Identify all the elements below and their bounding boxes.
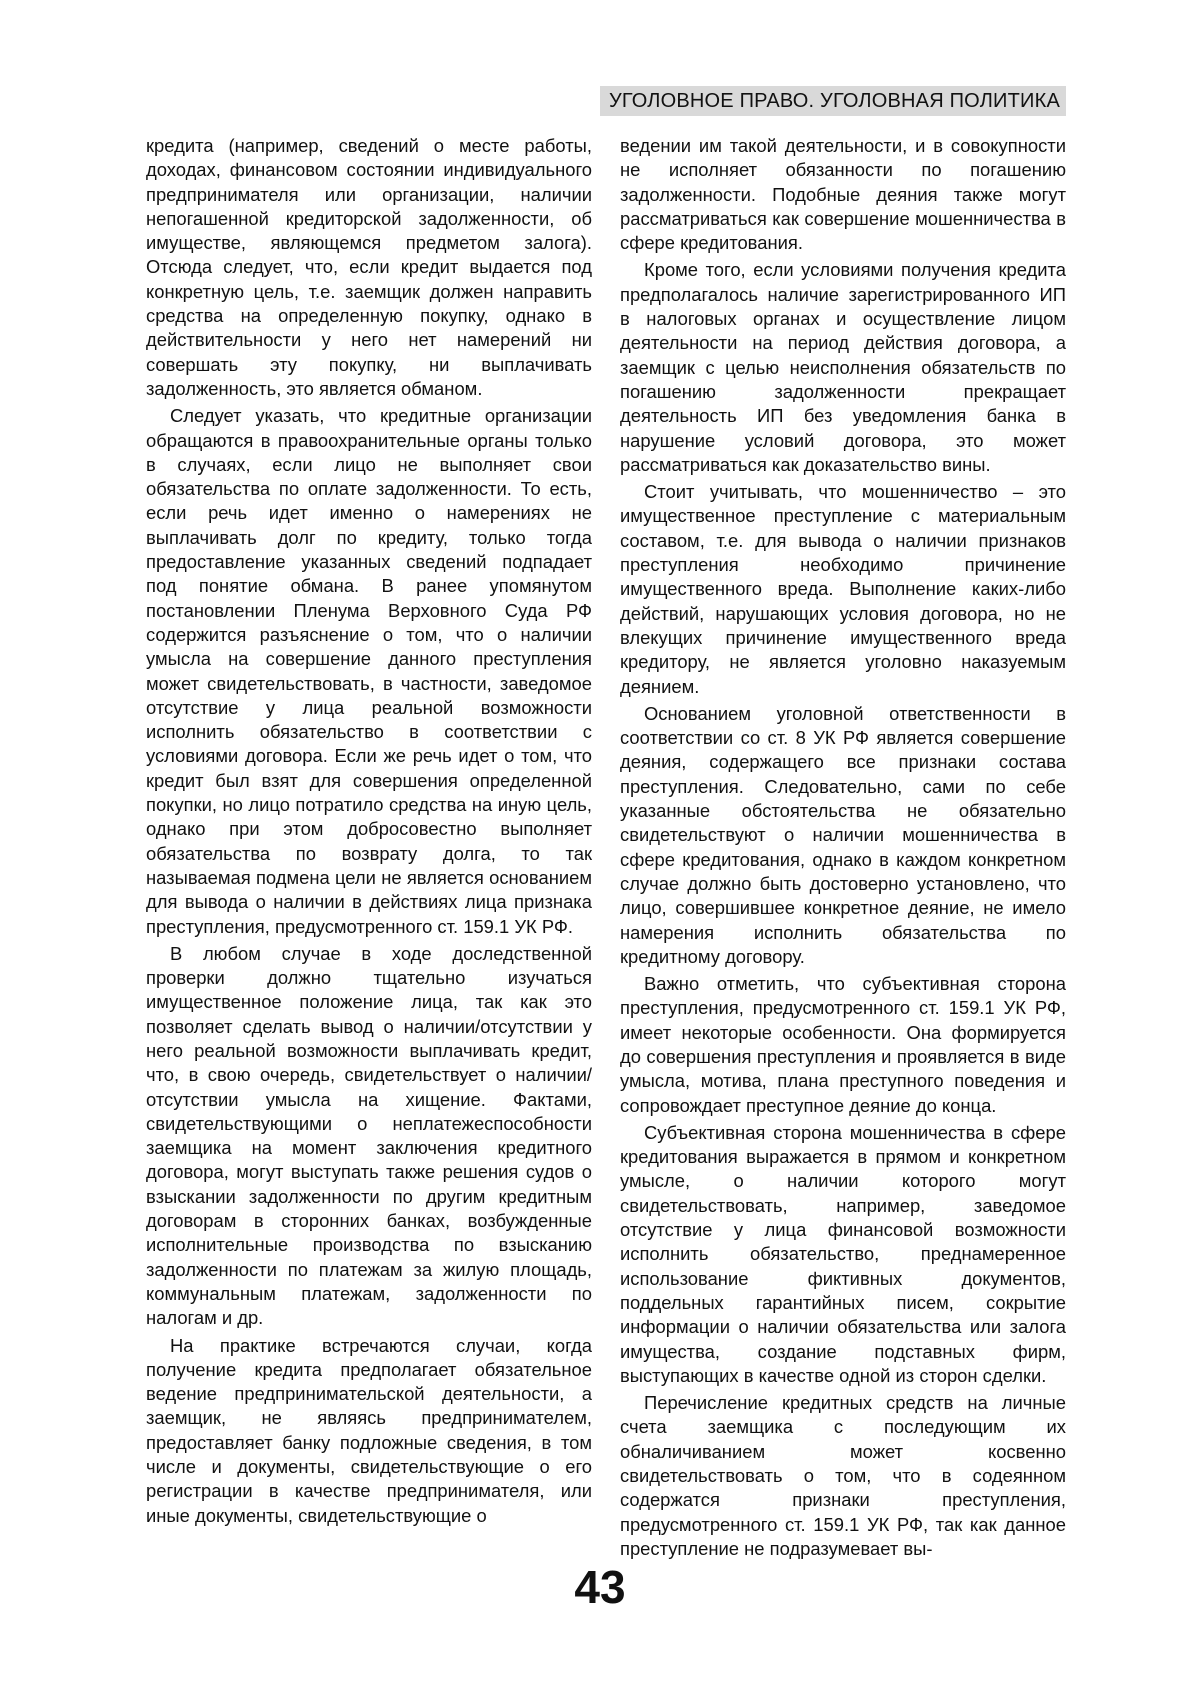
paragraph: Следует указать, что кредитные организации обращаются в правоохранительные органы только в случаях, если лицо не выполняет свои обязательства по оплате задолженности. То есть, если речь идет именно о намерениях не выплачивать долг по кредиту, только тогда предоставление указанных сведений подпадает под понятие обмана. В ранее упомянутом постановлении Пленума Верховного Суда РФ содержится разъяснение о том, что о наличии умысла на совершение данного преступления может свидетельствовать, в частности, заведомое отсутствие у лица реальной возможности исполнить обязательство в соответствии с условиями договора. Если же речь идет о том, что кредит был взят для совершения определенной покупки, но лицо потратило средства на иную цель, однако при этом добросовестно выполняет обязательства по возврату долга, то так называемая подмена цели не является основанием для вывода о наличии в действиях лица признака преступления, предусмотренного ст. 159.1 УК РФ. — [146, 405, 592, 937]
paragraph: В любом случае в ходе доследственной проверки должно тщательно изучаться имущественное положение лица, так как это позволяет сделать вывод о наличии/отсутствии у него реальной возможности выплачивать кредит, что, в свою очередь, свидетельствует о наличии/отсутствии умысла на хищение. Фактами, свидетельствующими о неплатежеспособности заемщика на момент заключения кредитного договора, могут выступать также решения судов о взыскании задолженности по другим кредитным договорам в сторонних банках, возбужденные исполнительные производства по взысканию задолженности по платежам за жилую площадь, коммунальным платежам, задолженности по налогам и др. — [146, 942, 592, 1329]
paragraph: Кроме того, если условиями получения кредита предполагалось наличие зарегистрированного ИП в налоговых органах и осуществление лицом деятельности на период действия договора, а заемщик с целью неисполнения обязательств по погашению задолженности прекращает деятельность ИП без уведомления банка в нарушение условий договора, это может рассматриваться как доказательство вины. — [620, 259, 1066, 475]
paragraph: Перечисление кредитных средств на личные счета заемщика с последующим их обналичиванием может косвенно свидетельствовать о том, что в содеянном содержатся признаки преступления, предусмотренного ст. 159.1 УК РФ, так как данное преступление не подразумевает вы- — [620, 1392, 1066, 1559]
page-number: 43 — [574, 1561, 626, 1613]
paragraph: Основанием уголовной ответственности в соответствии со ст. 8 УК РФ является совершение деяния, содержащего все признаки состава преступления. Следовательно, сами по себе указанные обстоятельства не обязательно свидетельствуют о наличии мошенничества в сфере кредитования, однако в каждом конкретном случае должно быть достоверно установлено, что лицо, совершившее конкретное деяние, не имело намерения исполнить обязательства по кредитному договору. — [620, 702, 1066, 967]
running-title: УГОЛОВНОЕ ПРАВО. УГОЛОВНАЯ ПОЛИТИКА — [608, 89, 1060, 112]
right-column — [620, 134, 1066, 1564]
paragraph: ведении им такой деятельности, и в совокупности не исполняет обязанности по погашению задолженности. Подобные деяния также могут рассматриваться как совершение мошенничества в сфере кредитования. — [620, 135, 1066, 254]
running-header — [600, 86, 1066, 116]
left-column — [146, 134, 592, 1531]
paragraph: На практике встречаются случаи, когда получение кредита предполагает обязательное ведение предпринимательской деятельности, а заемщик, не являясь предпринимателем, предоставляет банку подложные сведения, в том числе и документы, свидетельствующие о его регистрации в качестве предпринимателя, или иные документы, свидетельствующие о — [146, 1334, 592, 1526]
paragraph: Субъективная сторона мошенничества в сфере кредитования выражается в прямом и конкретном умысле, о наличии которого могут свидетельствовать, например, заведомое отсутствие у лица финансовой возможности исполнить обязательство, преднамеренное использование фиктивных документов, поддельных гарантийных писем, сокрытие информации о наличии обязательства или залога имущества, создание подставных фирм, выступающих в качестве одной из сторон сделки. — [620, 1121, 1066, 1386]
paragraph: Стоит учитывать, что мошенничество – это имущественное преступление с материальным составом, т.е. для вывода о наличии признаков преступления необходимо причинение имущественного вреда. Выполнение каких-либо действий, нарушающих условия договора, но не влекущих причинение имущественного вреда кредитору, не является уголовно наказуемым деянием. — [620, 481, 1066, 697]
paragraph: кредита (например, сведений о месте работы, доходах, финансовом состоянии индивидуального предпринимателя или организации, наличии непогашенной кредиторской задолженности, об имуществе, являющемся предметом залога). Отсюда следует, что, если кредит выдается под конкретную цель, т.е. заемщик должен направить средства на определенную покупку, однако в действительности у него нет намерений ни совершать эту покупку, ни выплачивать задолженность, это является обманом. — [146, 135, 592, 399]
paragraph: Важно отметить, что субъективная сторона преступления, предусмотренного ст. 159.1 УК РФ, имеет некоторые особенности. Она формируется до совершения преступления и проявляется в виде умысла, мотива, плана преступного поведения и сопровождает преступное деяние до конца. — [620, 973, 1066, 1116]
